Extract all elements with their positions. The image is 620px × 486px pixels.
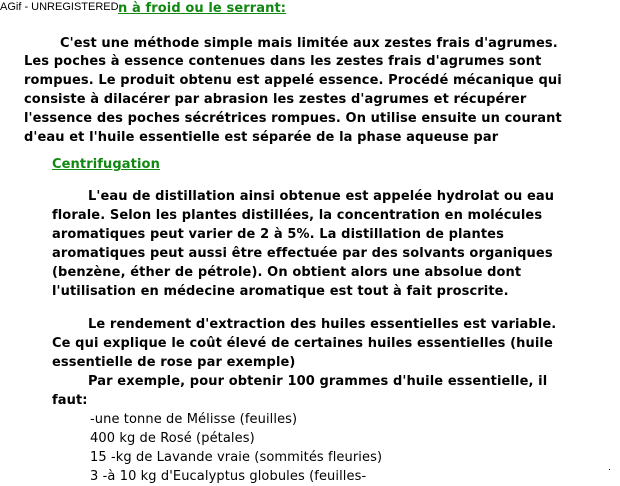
text-line: Les poches à essence contenues dans les zestes frais d'agrumes sont: [24, 54, 542, 69]
text-line: l'utilisation en médecine aromatique est tout à fait proscrite.: [52, 284, 509, 299]
list-item: -une tonne de Mélisse (feuilles): [90, 412, 298, 427]
text-line: C'est une méthode simple mais limitée aux zestes frais d'agrumes.: [60, 36, 558, 51]
text-line: florale. Selon les plantes distillées, la concentration en molécules: [52, 208, 543, 223]
text-line: Ce qui explique le coût élevé de certaines huiles essentielles (huile: [52, 336, 553, 351]
text-line: essentielle de rose par exemple): [52, 355, 296, 370]
text-line: consiste à dilacérer par abrasion les zestes d'agrumes et récupérer: [24, 92, 527, 107]
text-line: Le rendement d'extraction des huiles essentielles est variable.: [88, 317, 557, 332]
text-line: d'eau et l'huile essentielle est séparée de la phase aqueuse par: [24, 130, 499, 145]
stray-dot: [609, 469, 610, 470]
list-item: 3 -à 10 kg d'Eucalyptus globules (feuilles-: [90, 469, 367, 484]
section-heading: n à froid ou le serrant:: [118, 1, 287, 16]
text-line: l'essence des poches sécrétrices rompues. On utilise ensuite un courant: [24, 111, 562, 126]
text-line: (benzène, éther de pétrole). On obtient alors une absolue dont: [52, 265, 522, 280]
text-line: L'eau de distillation ainsi obtenue est appelée hydrolat ou eau: [88, 189, 555, 204]
text-line: rompues. Le produit obtenu est appelé essence. Procédé mécanique qui: [24, 73, 562, 88]
text-line: aromatiques peut aussi être effectuée par des solvants organiques: [52, 246, 553, 261]
text-line: aromatiques peut varier de 2 à 5%. La distillation de plantes: [52, 227, 504, 242]
watermark: AGif - UNREGISTERED: [0, 1, 119, 13]
list-item: 400 kg de Rosé (pétales): [90, 431, 255, 446]
text-line: faut:: [52, 393, 88, 408]
text-line: Par exemple, pour obtenir 100 grammes d'huile essentielle, il: [88, 374, 548, 389]
section-heading-centrifugation: Centrifugation: [52, 157, 160, 172]
list-item: 15 -kg de Lavande vraie (sommités fleuries): [90, 450, 383, 465]
